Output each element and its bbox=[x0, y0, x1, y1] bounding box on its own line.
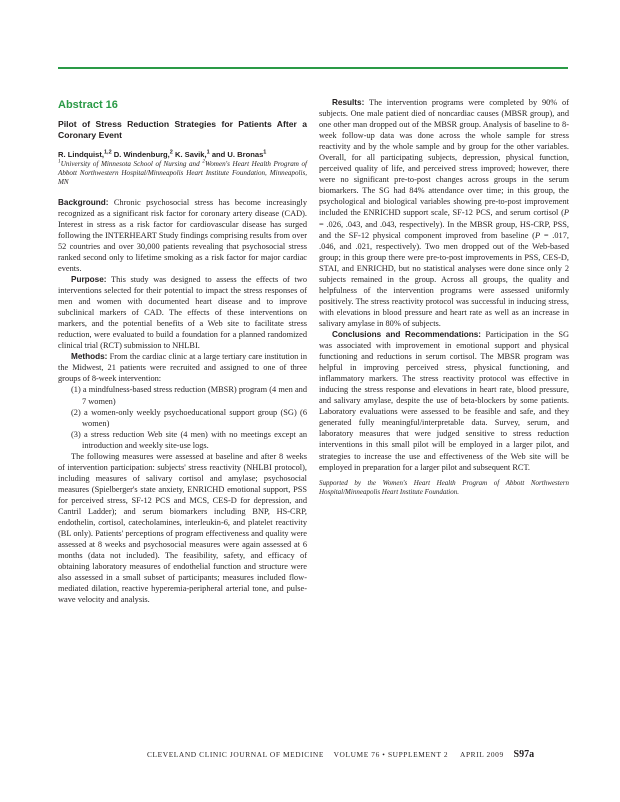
affiliation bbox=[58, 160, 307, 188]
author-name: and U. Bronas bbox=[209, 150, 264, 160]
article-title: Pilot of Stress Reduction Strategies for Patients After a Coronary Event bbox=[58, 119, 307, 141]
volume-info: VOLUME 76 • SUPPLEMENT 2 bbox=[333, 750, 449, 759]
abstract-label: Abstract 16 bbox=[58, 99, 118, 111]
background-text: Chronic psychosocial stress has become increasingly recognized as a significant risk factor for coronary artery disease (CAD). Interest in stress as a risk factor for cardiovascular disease has surged following the INTERHEART Study findings comprising results from over 52 countries and over 30,000 patients revealing that psychosocial stress ranked second only to lifetime smoking as a risk factor for major cardiac events. bbox=[58, 197, 307, 273]
list-item: (2) a women-only weekly psychoeducational support group (SG) (6 women) bbox=[71, 407, 307, 428]
affil-sup: 1 bbox=[58, 158, 61, 165]
conclusions-paragraph bbox=[319, 329, 569, 473]
author-sup: 1 bbox=[263, 149, 267, 156]
right-column bbox=[319, 97, 569, 497]
left-column bbox=[58, 97, 307, 605]
top-rule bbox=[58, 67, 568, 69]
affil-text: University of Minnesota School of Nursing and bbox=[60, 160, 203, 169]
conclusions-text: Participation in the SG was associated with improvement in emotional support and physical functioning and reductions in serum cortisol. The MBSR program was helpful in improving perceived stress, physical functioning, and inflammatory markers. The stress reactivity protocol was effective in inducing the stress response and elevations in heart rate, blood pressure, and salivary amylase, despite the use of beta-blockers by some patients. Laboratory evaluations were assessed to be feasible and safe, and they generated fully meaningful/interpretable data. Survey, serum, and laboratory measures that were judged sensitive to stress reduction interventions in this small pilot will be employed in a larger pilot, and strategies to increase the use and effectiveness of the Web site will be employed in preparation for a larger pilot and subsequent RCT. bbox=[319, 329, 569, 472]
list-item: (1) a mindfulness-based stress reduction (MBSR) program (4 men and 7 women) bbox=[71, 385, 307, 406]
support-note: Supported by the Women's Heart Health Program of Abbott Northwestern Hospital/Minneapolis Heart Institute Foundation. bbox=[319, 478, 569, 496]
author-name: D. Windenburg, bbox=[111, 150, 170, 160]
page-footer bbox=[147, 749, 568, 760]
author-sup: 1,2 bbox=[103, 149, 112, 156]
journal-name: CLEVELAND CLINIC JOURNAL OF MEDICINE bbox=[147, 750, 324, 759]
page-number: S97a bbox=[513, 749, 535, 760]
methods-text: From the cardiac clinic at a large tertiary care institution in the Midwest, 21 patients were recruited and assigned to one of three groups of 8-week intervention: bbox=[58, 352, 307, 384]
intervention-list bbox=[58, 384, 307, 450]
results-text: = .017, .046, and .021, respectively). Two men dropped out of the Web-based group; in this group there were pre-to-post improvements in PSS, CES-D, STAI, and ENRICHD, but no statistical analyses were done since only 2 subjects remained in the group. Across all groups, the quality and helpfulness of the intervention programs were assessed uniformly positively. The stress reactivity protocol was successful in inducing stress, with elevations in blood pressure and heart rate as well as an increase in salivary amylase in 80% of subjects. bbox=[319, 230, 569, 328]
p-symbol: P bbox=[563, 208, 569, 218]
author-sup: 2 bbox=[169, 149, 173, 156]
purpose-paragraph bbox=[58, 274, 307, 351]
purpose-heading: Purpose: bbox=[71, 274, 107, 284]
results-text: The intervention programs were completed by 90% of subjects. One male patient died of noncardiac causes (MBSR group), and one other man dropped out of the MBSR group. Analysis of baseline to 8-week follow-up data was done across the whole sample for stress reactivity and by the whole sample and by group for the other variables. Overall, for all participating subjects, depression, physical function, perceived quality of life, and perceived stress improved; however, there were no significant pre-to-post changes across groups in the serum biomarkers. The SG had 84% attendance over time; in this group, the psychological and biological variables showing pre-to-post improvement included the ENRICHD support scale, SF-12 PCS, and serum cortisol ( bbox=[319, 98, 569, 218]
methods-paragraph bbox=[58, 351, 307, 384]
conclusions-heading: Conclusions and Recommendations: bbox=[332, 329, 482, 339]
results-heading: Results: bbox=[332, 98, 365, 107]
author-name: R. Lindquist, bbox=[58, 150, 104, 160]
results-paragraph bbox=[319, 97, 569, 329]
results-text: = .026, .043, and .043, respectively). In the MBSR group, HS-CRP, PSS, and the SF-12 physical component improved from baseline ( bbox=[319, 219, 569, 240]
background-heading: Background: bbox=[58, 197, 109, 207]
author-name: K. Savik, bbox=[172, 150, 207, 160]
methods-continued: The following measures were assessed at baseline and after 8 weeks of intervention participation: subjects' stress reactivity (NHLBI protocol), including measures of salivary cortisol and amylase; psychosocial measures (Spielberger's state anxiety, ENRICHD emotional support, PSS for perceived stress, SF-12 PCS and MCS, CES-D for depression, and Cantril Ladder); and serum biomarkers including BNP, HS-CRP, endothelin, cortisol, catecholamines, interleukin-6, and platelet reactivity (BL only). Patients' perceptions of program effectiveness and quality were assessed at 8 weeks and psychosocial measures were again assessed at 6 months (data not included). The feasibility, safety, and efficacy of obtaining laboratory measures of endothelial function and structure were also assessed in a small subset of participants; measures included flow-mediated dilation, reactive hyperemia-peripheral arterial tone, and pulse-wave velocity and analysis. bbox=[58, 451, 307, 605]
affil-text: Women's Heart Health Program of Abbott Northwestern Hospital/Minneapolis Heart Institute Foundation, Minneapolis, MN bbox=[58, 160, 307, 187]
methods-heading: Methods: bbox=[71, 352, 108, 362]
purpose-text: This study was designed to assess the effects of two interventions selected for their potential to impact the stress responses of men and women with documented heart disease and to improve subclinical markers of CAD. The effects of these interventions on markers, and the potential benefits of a Web site to facilitate stress reduction, were evaluated to build a foundation for a planned randomized clinical trial (RCT) submission to NHLBI. bbox=[58, 274, 307, 351]
author-list bbox=[58, 150, 307, 160]
author-sup: 1 bbox=[206, 149, 210, 156]
issue-date: APRIL 2009 bbox=[460, 750, 504, 759]
background-paragraph bbox=[58, 197, 307, 274]
affil-sup: 2 bbox=[202, 158, 205, 165]
list-item: (3) a stress reduction Web site (4 men) with no meetings except an introduction and weekly site-use logs. bbox=[71, 429, 307, 450]
p-symbol: P bbox=[534, 230, 541, 240]
